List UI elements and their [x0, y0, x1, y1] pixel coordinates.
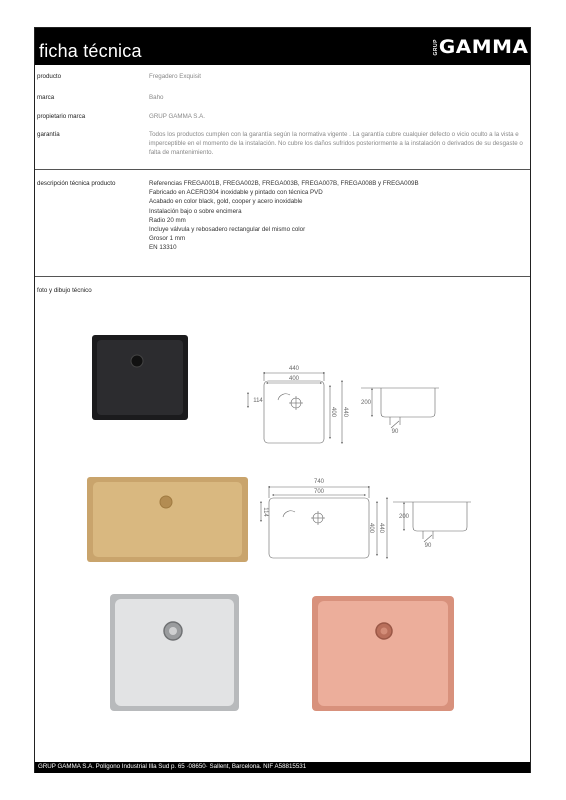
- sink-photo-black: [92, 335, 188, 420]
- dim-inner-width: 400: [288, 376, 300, 382]
- footer-bar: [35, 762, 530, 773]
- field-label: propietario marca: [37, 113, 86, 120]
- tech-line: Fabricado en ACERO304 inoxidable y pintado con técnica PVD: [149, 189, 323, 197]
- dim-drain: 90: [424, 543, 432, 549]
- dim-outer-height: 440: [342, 406, 348, 418]
- drawing-large-side: [393, 502, 471, 542]
- field-value: Fregadero Exquisit: [149, 73, 201, 80]
- tech-line: Incluye válvula y rebosadero rectangular del mismo color: [149, 226, 306, 234]
- dim-outer-width: 740: [313, 479, 325, 485]
- logo-grup-text: GRUP: [432, 38, 439, 56]
- tech-line: Grosor 1 mm: [149, 235, 186, 243]
- photos-and-drawings: [35, 290, 530, 760]
- dim-drain: 90: [391, 429, 399, 435]
- dim-inner-width: 700: [313, 489, 325, 495]
- field-value: Todos los productos cumplen con la garantía según la normativa vigente . La garantía cubre cualquier defecto o vicio oculto a la vista e imperceptible en el momento de la instalación. No cubre los daños sufridos posteriormente a la instalación o derivados de su desgaste o falta de mantenimiento.: [149, 131, 523, 157]
- tech-line: EN 13310: [149, 244, 177, 252]
- tech-line: Instalación bajo o sobre encimera: [149, 207, 242, 215]
- drawing-small-top: [248, 372, 342, 443]
- sink-photo-steel: [110, 594, 239, 711]
- field-label: garantía: [37, 131, 60, 138]
- logo-gamma-text: GAMMA: [438, 36, 529, 58]
- field-value: GRUP GAMMA S.A.: [149, 113, 205, 120]
- dim-inner-height: 400: [368, 522, 374, 534]
- dim-outer-height: 440: [378, 522, 384, 534]
- field-label: marca: [37, 94, 55, 101]
- photos-label: foto y dibujo técnico: [37, 287, 92, 294]
- tech-line: Acabado en color black, gold, cooper y acero inoxidable: [149, 198, 303, 206]
- spec-sheet: [34, 27, 531, 773]
- page-title: ficha técnica: [39, 41, 142, 61]
- footer-text: GRUP GAMMA S.A. Polígono Industrial Illa Sud p. 65 ·08650· Sallent, Barcelona. NIF A58815531: [38, 763, 307, 770]
- field-label: descripción técnica producto: [37, 180, 116, 187]
- dim-outer-width: 440: [288, 366, 300, 372]
- sink-photo-copper: [312, 596, 454, 711]
- dim-depth: 200: [360, 400, 372, 406]
- dim-inner-height: 400: [330, 406, 336, 418]
- tech-line: Radio 20 mm: [149, 216, 186, 224]
- divider: [35, 169, 530, 170]
- header-bar: [35, 28, 530, 65]
- field-label: producto: [37, 73, 62, 80]
- divider: [35, 276, 530, 277]
- brand-logo: [432, 36, 529, 58]
- drawing-small-side: [361, 388, 439, 428]
- tech-line: Referencias FREGA001B, FREGA002B, FREGA003B, FREGA007B, FREGA008B y FREGA009B: [149, 180, 419, 187]
- dim-offset: 114: [253, 398, 263, 404]
- dim-depth: 200: [398, 514, 410, 520]
- dim-offset: 114: [262, 507, 268, 517]
- sink-photo-gold: [87, 477, 248, 562]
- field-value: Baho: [149, 94, 164, 101]
- tech-lines: [149, 179, 527, 253]
